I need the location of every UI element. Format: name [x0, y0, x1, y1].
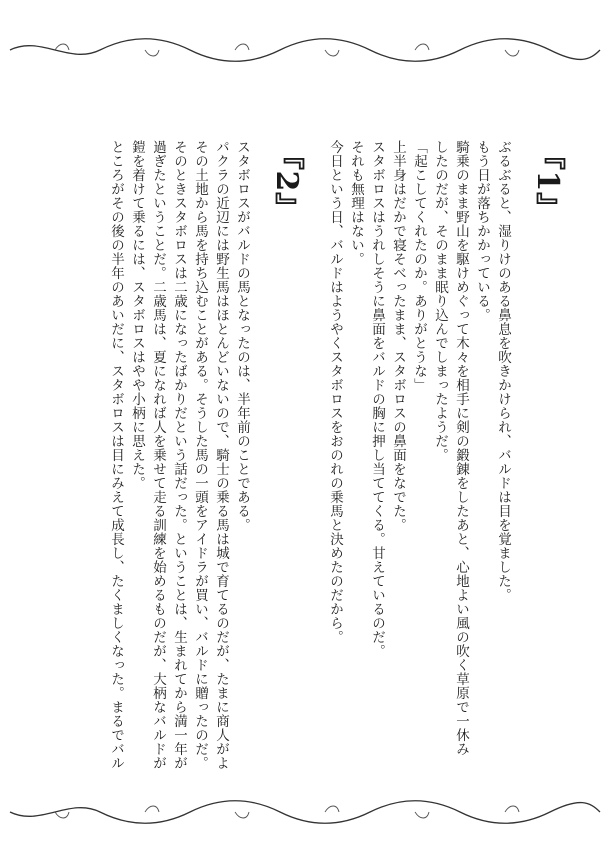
text-line: スタボロスはうれしそうに鼻面をバルドの胸に押し当ててくる。甘えているのだ。 [369, 140, 385, 658]
section-1-heading: 『1』 [530, 140, 565, 223]
section-2-heading: 『2』 [269, 140, 304, 223]
text-line: 上半身はだかで寝そべったまま、スタボロスの鼻面をなでた。 [390, 140, 406, 532]
text-line: 騎乗のまま野山を駆けめぐって木々を相手に剣の鍛錬をしたあと、心地よい風の吹く草原で一休み [453, 140, 469, 756]
text-line: スタボロスがバルドの馬となったのは、半年前のことである。 [234, 140, 250, 532]
text-line: 「起こしてくれたのか。ありがとうな」 [411, 140, 427, 392]
text-line: 今日という日、バルドはようやくスタボロスをおのれの乗馬と決めたのだから。 [327, 140, 343, 644]
text-line: したのだが、そのまま眠り込んでしまったようだ。 [432, 140, 448, 462]
section-gap [310, 140, 324, 780]
text-line: 鎧を着けて乗るには、スタボロスはやや小柄に思えた。 [129, 140, 145, 490]
text-line: ところがその後の半年のあいだに、スタボロスは目にみえて成長し、たくましくなった。まるでバル [108, 140, 124, 770]
text-line: もう日が落ちかかっている。 [474, 140, 490, 322]
text-line: その土地から馬を持ち込むことがある。そうした馬の一頭をアイドラが買い、バルドに贈ったのだ。 [192, 140, 208, 770]
text-line: ぶるぶると、湿りけのある鼻息を吹きかけられ、バルドは目を覚ました。 [495, 140, 511, 602]
text-line: そのときスタボロスは二歳になったばかりだという話だった。ということは、生まれてから満一年が [171, 140, 187, 770]
bottom-ornament-border [0, 792, 611, 832]
text-line: それも無理はない。 [348, 140, 364, 266]
vertical-text-body [51, 140, 571, 780]
top-ornament-border [0, 30, 611, 70]
text-line: パクラの近辺には野生馬はほとんどいないので、騎士の乗る馬は城で育てるのだが、たまに商人がよ [213, 140, 229, 770]
text-line: 過ぎたということだ。二歳馬は、夏になれば人を乗せて走る訓練を始めるものだが、大柄なバルドが [150, 140, 166, 770]
